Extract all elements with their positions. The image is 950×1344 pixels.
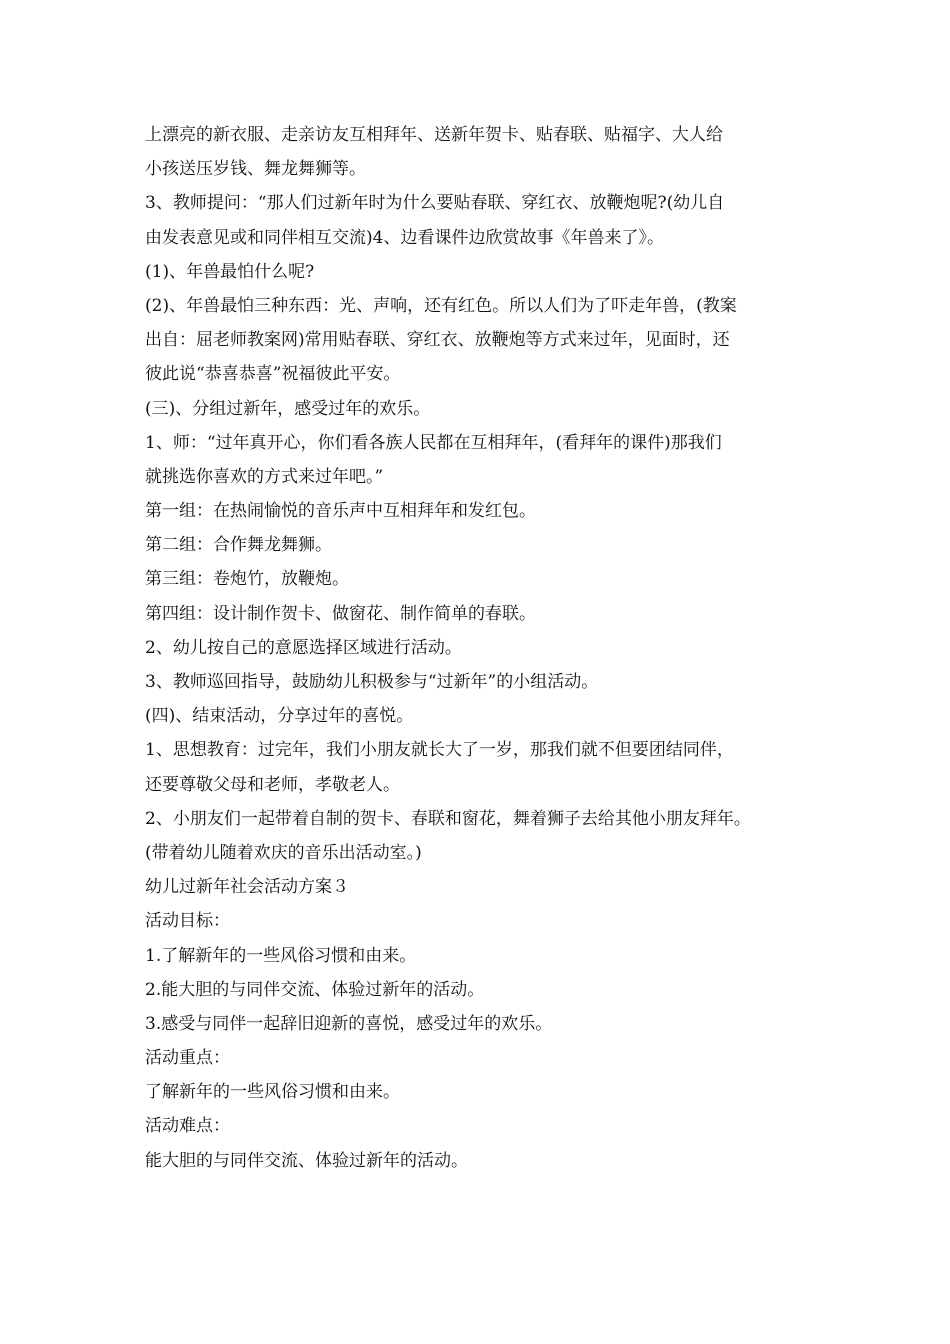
text-line: 3、教师提问：“那人们过新年时为什么要贴春联、穿红衣、放鞭炮呢?(幼儿自 bbox=[145, 193, 725, 214]
section-label: 活动重点： bbox=[145, 1048, 230, 1069]
section-heading: (四)、结束活动，分享过年的喜悦。 bbox=[145, 706, 414, 727]
text-line: 能大胆的与同伴交流、体验过新年的活动。 bbox=[145, 1150, 468, 1171]
section-label: 活动难点： bbox=[145, 1116, 230, 1137]
goal-item: 2.能大胆的与同伴交流、体验过新年的活动。 bbox=[145, 979, 485, 1000]
plan-title: 幼儿过新年社会活动方案３ bbox=[145, 877, 349, 898]
text-line: 2、小朋友们一起带着自制的贺卡、春联和窗花，舞着狮子去给其他小朋友拜年。 bbox=[145, 808, 751, 829]
goal-item: 3.感受与同伴一起辞旧迎新的喜悦，感受过年的欢乐。 bbox=[145, 1013, 553, 1034]
goal-item: 1.了解新年的一些风俗习惯和由来。 bbox=[145, 945, 417, 966]
section-heading: (三)、分组过新年，感受过年的欢乐。 bbox=[145, 398, 431, 419]
text-line: (1)、年兽最怕什么呢? bbox=[145, 261, 315, 282]
text-line: 出自：屈老师教案网)常用贴春联、穿红衣、放鞭炮等方式来过年，见面时，还 bbox=[145, 330, 730, 351]
text-line: 1、思想教育：过完年，我们小朋友就长大了一岁，那我们就不但要团结同伴， bbox=[145, 740, 734, 761]
text-line: 1、师：“过年真开心，你们看各族人民都在互相拜年，(看拜年的课件)那我们 bbox=[145, 432, 722, 453]
text-line: 2、幼儿按自己的意愿选择区域进行活动。 bbox=[145, 637, 462, 658]
text-line: (带着幼儿随着欢庆的音乐出活动室。) bbox=[145, 842, 422, 863]
text-line: 3、教师巡回指导，鼓励幼儿积极参与“过新年”的小组活动。 bbox=[145, 672, 599, 692]
group-item: 第三组：卷炮竹，放鞭炮。 bbox=[145, 569, 349, 590]
text-line: 彼此说“恭喜恭喜”祝福彼此平安。 bbox=[145, 364, 401, 385]
text-line: 还要尊敬父母和老师，孝敬老人。 bbox=[145, 774, 400, 795]
text-line: 由发表意见或和同伴相互交流)4、边看课件边欣赏故事《年兽来了》。 bbox=[145, 227, 664, 248]
group-item: 第一组：在热闹愉悦的音乐声中互相拜年和发红包。 bbox=[145, 501, 536, 522]
group-item: 第二组：合作舞龙舞狮。 bbox=[145, 535, 332, 556]
text-line: (2)、年兽最怕三种东西：光、声响，还有红色。所以人们为了吓走年兽，(教案 bbox=[145, 295, 737, 316]
section-label: 活动目标： bbox=[145, 911, 230, 932]
text-line: 了解新年的一些风俗习惯和由来。 bbox=[145, 1082, 400, 1103]
text-line: 就挑选你喜欢的方式来过年吧。” bbox=[145, 466, 384, 487]
text-line: 小孩送压岁钱、舞龙舞狮等。 bbox=[145, 159, 366, 180]
group-item: 第四组：设计制作贺卡、做窗花、制作简单的春联。 bbox=[145, 603, 536, 624]
text-line: 上漂亮的新衣服、走亲访友互相拜年、送新年贺卡、贴春联、贴福字、大人给 bbox=[145, 125, 723, 145]
document-body bbox=[145, 118, 825, 1178]
